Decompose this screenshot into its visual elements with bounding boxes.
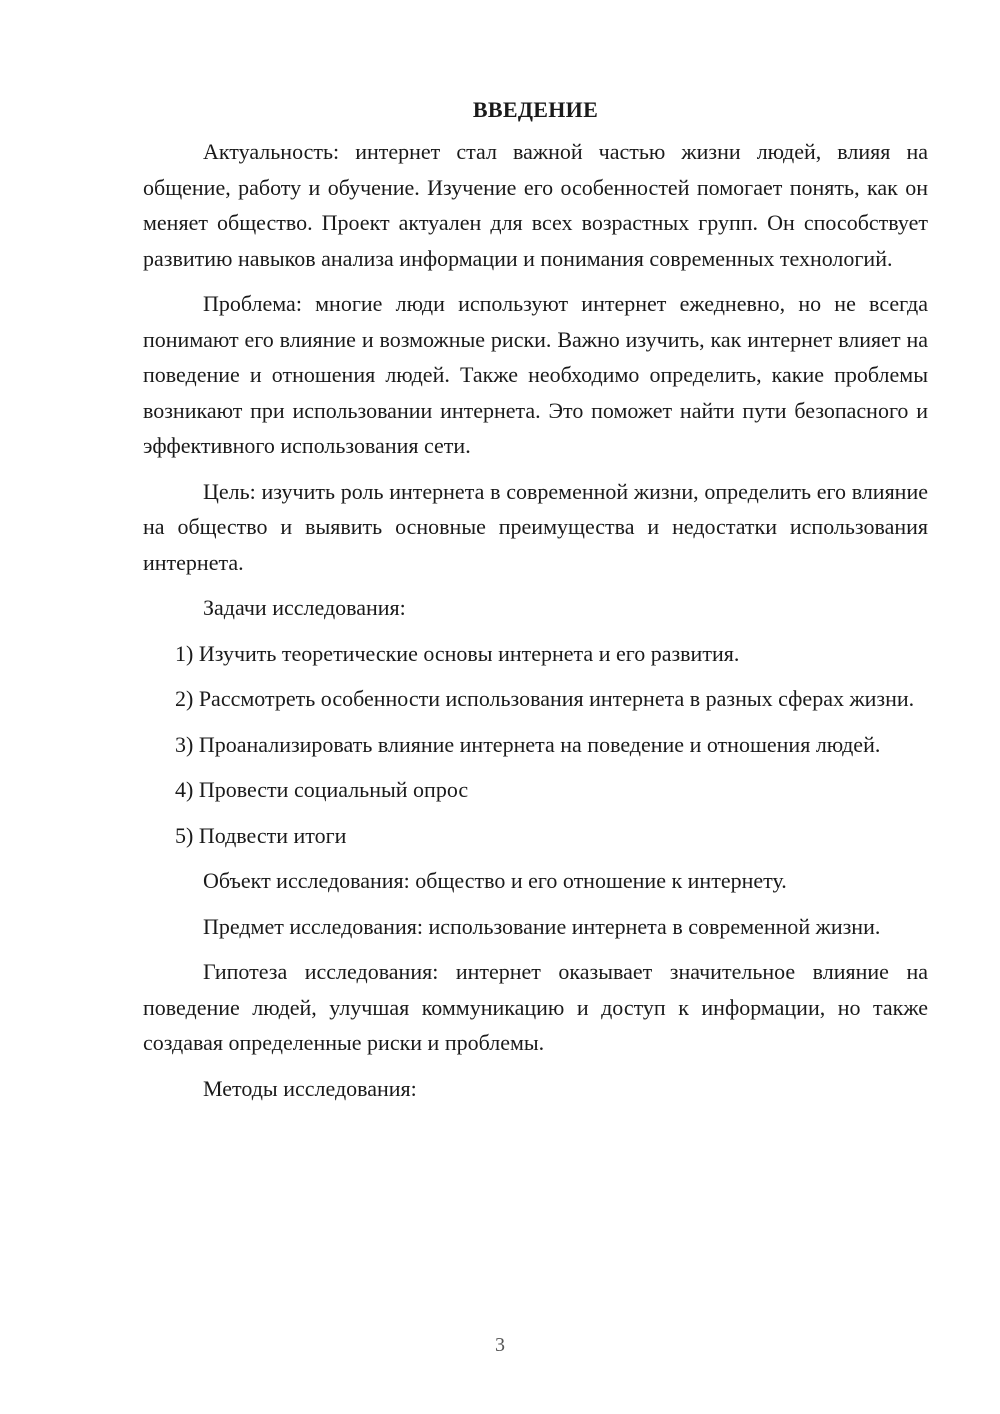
problem-paragraph: Проблема: многие люди используют интернет ежедневно, но не всегда понимают его влияние и возможные риски. Важно изучить, как интернет влияет на поведение и отношения людей. Также необходимо определить, какие проблемы возникают при использовании интернета. Это поможет найти пути безопасного и эффективного использования сети. [143,291,928,458]
tasks-heading: Задачи исследования: [203,595,406,620]
page-body [143,92,928,1106]
task-item-4: 4) Провести социальный опрос [175,777,469,802]
task-item-5: 5) Подвести итоги [175,822,347,848]
page-number: 3 [495,1334,505,1356]
hypothesis-paragraph: Гипотеза исследования: интернет оказывает значительное влияние на поведение людей, улучшая коммуникацию и доступ к информации, но также создавая определенные риски и проблемы. [143,959,928,1055]
goal-paragraph: Цель: изучить роль интернета в современной жизни, определить его влияние на общество и выявить основные преимущества и недостатки использования интернета. [143,478,928,575]
object-paragraph: Объект исследования: общество и его отношение к интернету. [203,868,787,893]
subject-paragraph: Предмет исследования: использование интернета в современной жизни. [203,913,881,939]
methods-heading: Методы исследования: [203,1075,417,1101]
section-title: ВВЕДЕНИЕ [472,97,599,122]
relevance-paragraph: Актуальность: интернет стал важной частью жизни людей, влияя на общение, работу и обучение. Изучение его особенностей помогает понять, как он меняет общество. Проект актуален для всех возрастных групп. Он способствует развитию навыков анализа информации и понимания современных технологий. [143,139,928,271]
task-item-2: 2) Рассмотреть особенности использования интернета в разных сферах жизни. [175,686,915,711]
task-item-1: 1) Изучить теоретические основы интернета и его развития. [175,640,740,666]
task-item-3: 3) Проанализировать влияние интернета на поведение и отношения людей. [175,731,881,757]
